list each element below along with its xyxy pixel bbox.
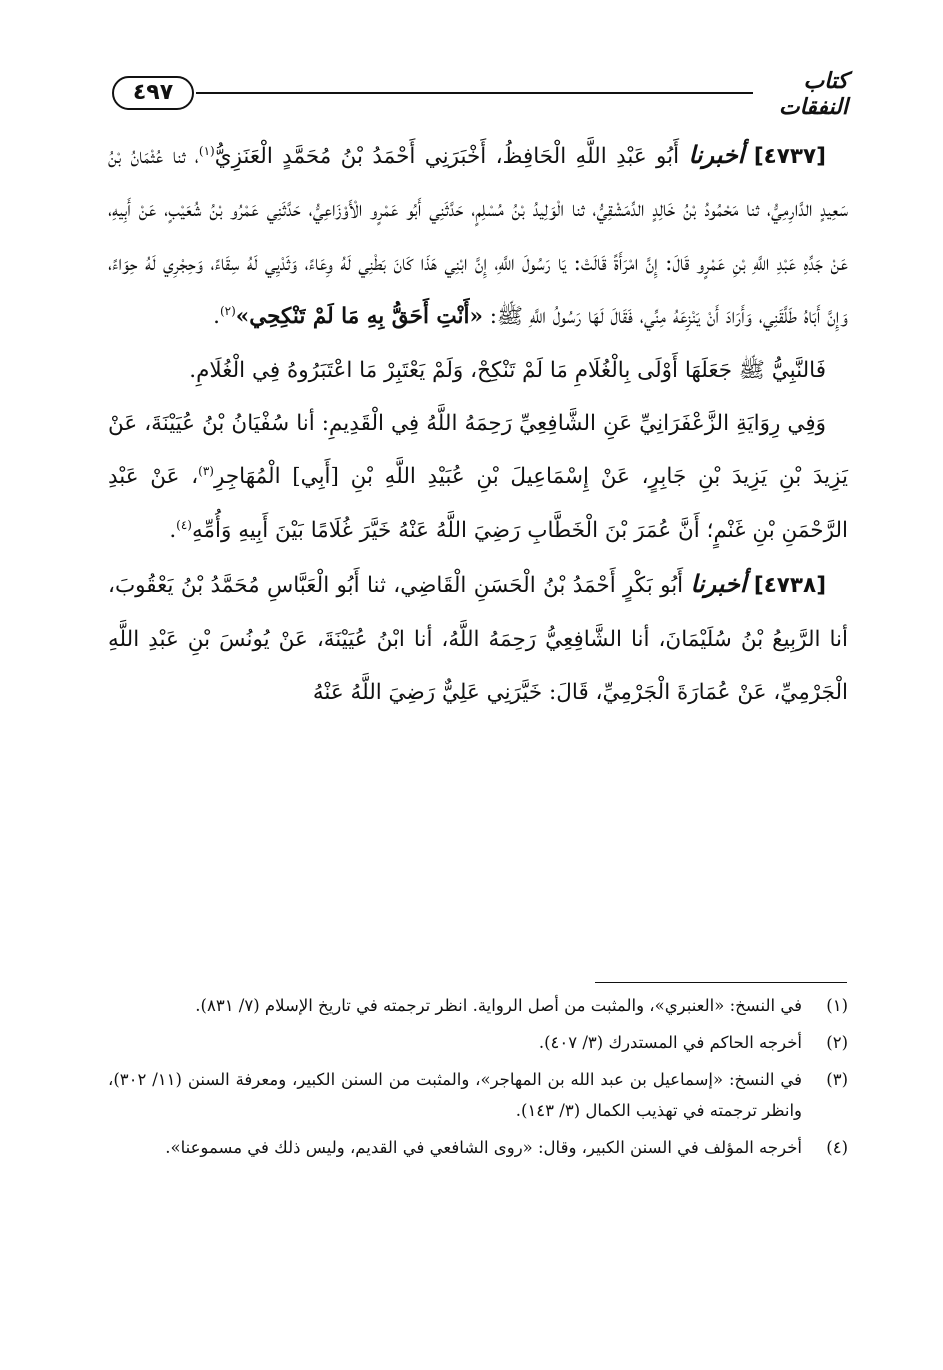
- footnote-item: [108, 1027, 848, 1058]
- page-number: ٤٩٧: [112, 76, 194, 110]
- main-text: [108, 128, 848, 719]
- hadith-text: أَبُو بَكْرٍ أَحْمَدُ بْنُ الْحَسَنِ الْقَاضِي، ثنا أَبُو الْعَبَّاسِ مُحَمَّدُ بْنُ يَعْقُوبَ، أنا الرَّبِيعُ بْنُ سُلَيْمَانَ، أنا الشَّافِعِيُّ رَحِمَهُ اللَّهُ، أنا ابْنُ عُيَيْنَةَ، عَنْ يُونُسَ بْنِ عَبْدِ اللَّهِ الْجَرْمِيِّ، عَنْ عُمَارَةَ الْجَرْمِيِّ، قَالَ: خَيَّرَنِي عَلِيٌّ رَضِيَ اللَّهُ عَنْهُ: [108, 573, 848, 706]
- book-title: كتاب النفقات: [778, 68, 848, 120]
- prophet-quote: «أَنْتِ أَحَقُّ بِهِ مَا لَمْ تَنْكِحِي»: [235, 304, 483, 330]
- page-header: [112, 66, 848, 118]
- hadith-4737: [108, 128, 848, 344]
- sentence-end: .: [169, 517, 177, 543]
- footnote-item: [108, 990, 848, 1021]
- riwaya-paragraph: [108, 397, 848, 557]
- footnotes: [108, 990, 848, 1169]
- riwaya-text: وَفِي رِوَايَةِ الزَّعْفَرَانِيِّ عَنِ الشَّافِعِيِّ رَحِمَهُ اللَّهُ فِي الْقَدِيمِ: أنا سُفْيَانُ بْنُ عُيَيْنَةَ، عَنْ يَزِيدَ بْنِ يَزِيدَ بْنِ جَابِرٍ، عَنْ إِسْمَاعِيلَ بْنِ عُبَيْدِ اللَّهِ بْنِ [أَبِي] الْمُهَاجِرِ: [108, 411, 848, 490]
- footnote-number: (٤): [826, 1138, 848, 1157]
- keyword-akhbarana: أخبرنا: [688, 140, 745, 169]
- hadith-number: [٤٧٣٨]: [753, 573, 827, 599]
- footnote-text: في النسخ: «العنبري»، والمثبت من أصل الرواية. انظر ترجمته في تاريخ الإسلام (٧/ ٨٣١).: [195, 996, 802, 1015]
- footnote-ref: (٢): [219, 304, 236, 319]
- footnote-item: [108, 1064, 848, 1126]
- footnote-item: [108, 1132, 848, 1163]
- footnote-ref: (١): [198, 143, 215, 158]
- sentence-end: .: [213, 304, 220, 330]
- hadith-4738: [108, 557, 848, 719]
- footnote-separator: [595, 982, 847, 983]
- footnote-ref: (٤): [176, 517, 192, 532]
- hadith-text: ، ثنا عُثْمَانُ بْنُ سَعِيدٍ الدَّارِمِيُّ، ثنا مَحْمُودُ بْنُ خَالِدٍ الدِّمَشْقِيُّ، ثنا الْوَلِيدُ بْنُ مُسْلِمٍ، حَدَّثَنِي أَبُو عَمْرٍو الْأَوْزَاعِيُّ، حَدَّثَنِي عَمْرُو بْنُ شُعَيْبٍ، عَنْ أَبِيهِ، عَنْ جَدِّهِ عَبْدِ اللَّهِ بْنِ عَمْرٍو قَالَ: إِنَّ امْرَأَةً قَالَتْ: يَا رَسُولَ اللَّهِ، إِنَّ ابْنِي هَذَا كَانَ بَطْنِي لَهُ وِعَاءً، وَثَدْيِي لَهُ سِقَاءً، وَحِجْرِي لَهُ حِوَاءً، وَإِنَّ أَبَاهُ طَلَّقَنِي، وَأَرَادَ أَنْ يَنْزِعَهُ مِنِّي، فَقَالَ لَهَا رَسُولُ اللَّهِ ﷺ:: [108, 144, 848, 330]
- header-rule: [196, 92, 753, 94]
- footnote-number: (٢): [826, 1033, 848, 1052]
- footnote-text: في النسخ: «إسماعيل بن عبد الله بن المهاجر»، والمثبت من السنن الكبير، ومعرفة السنن (١١/ ٣٠٢)، وانظر ترجمته في تهذيب الكمال (٣/ ١٤٣).: [108, 1070, 802, 1120]
- footnote-text: أخرجه المؤلف في السنن الكبير، وقال: «روى الشافعي في القديم، وليس ذلك في مسموعنا».: [165, 1138, 802, 1157]
- footnote-number: (٣): [826, 1070, 848, 1089]
- riwaya-text: ، عَنْ عَبْدِ الرَّحْمَنِ بْنِ غَنْمٍ؛ أَنَّ عُمَرَ بْنَ الْخَطَّابِ رَضِيَ اللَّهُ عَنْهُ خَيَّرَ غُلَامًا بَيْنَ أَبِيهِ وَأُمِّهِ: [108, 464, 848, 543]
- commentary-paragraph: فَالنَّبِيُّ ﷺ جَعَلَهَا أَوْلَى بِالْغُلَامِ مَا لَمْ تَنْكِحْ، وَلَمْ يَعْتَبِرْ مَا اعْتَبَرُوهُ فِي الْغُلَامِ.: [189, 357, 826, 383]
- footnote-ref: (٣): [198, 464, 214, 479]
- keyword-akhbarana: أخبرنا: [690, 569, 747, 599]
- hadith-number: [٤٧٣٧]: [753, 144, 826, 169]
- isnad-text: أَبُو عَبْدِ اللَّهِ الْحَافِظُ، أَخْبَرَنِي أَحْمَدُ بْنُ مُحَمَّدٍ الْعَنَزِيُّ: [214, 144, 689, 169]
- footnote-text: أخرجه الحاكم في المستدرك (٣/ ٤٠٧).: [538, 1033, 802, 1052]
- footnote-number: (١): [826, 996, 848, 1015]
